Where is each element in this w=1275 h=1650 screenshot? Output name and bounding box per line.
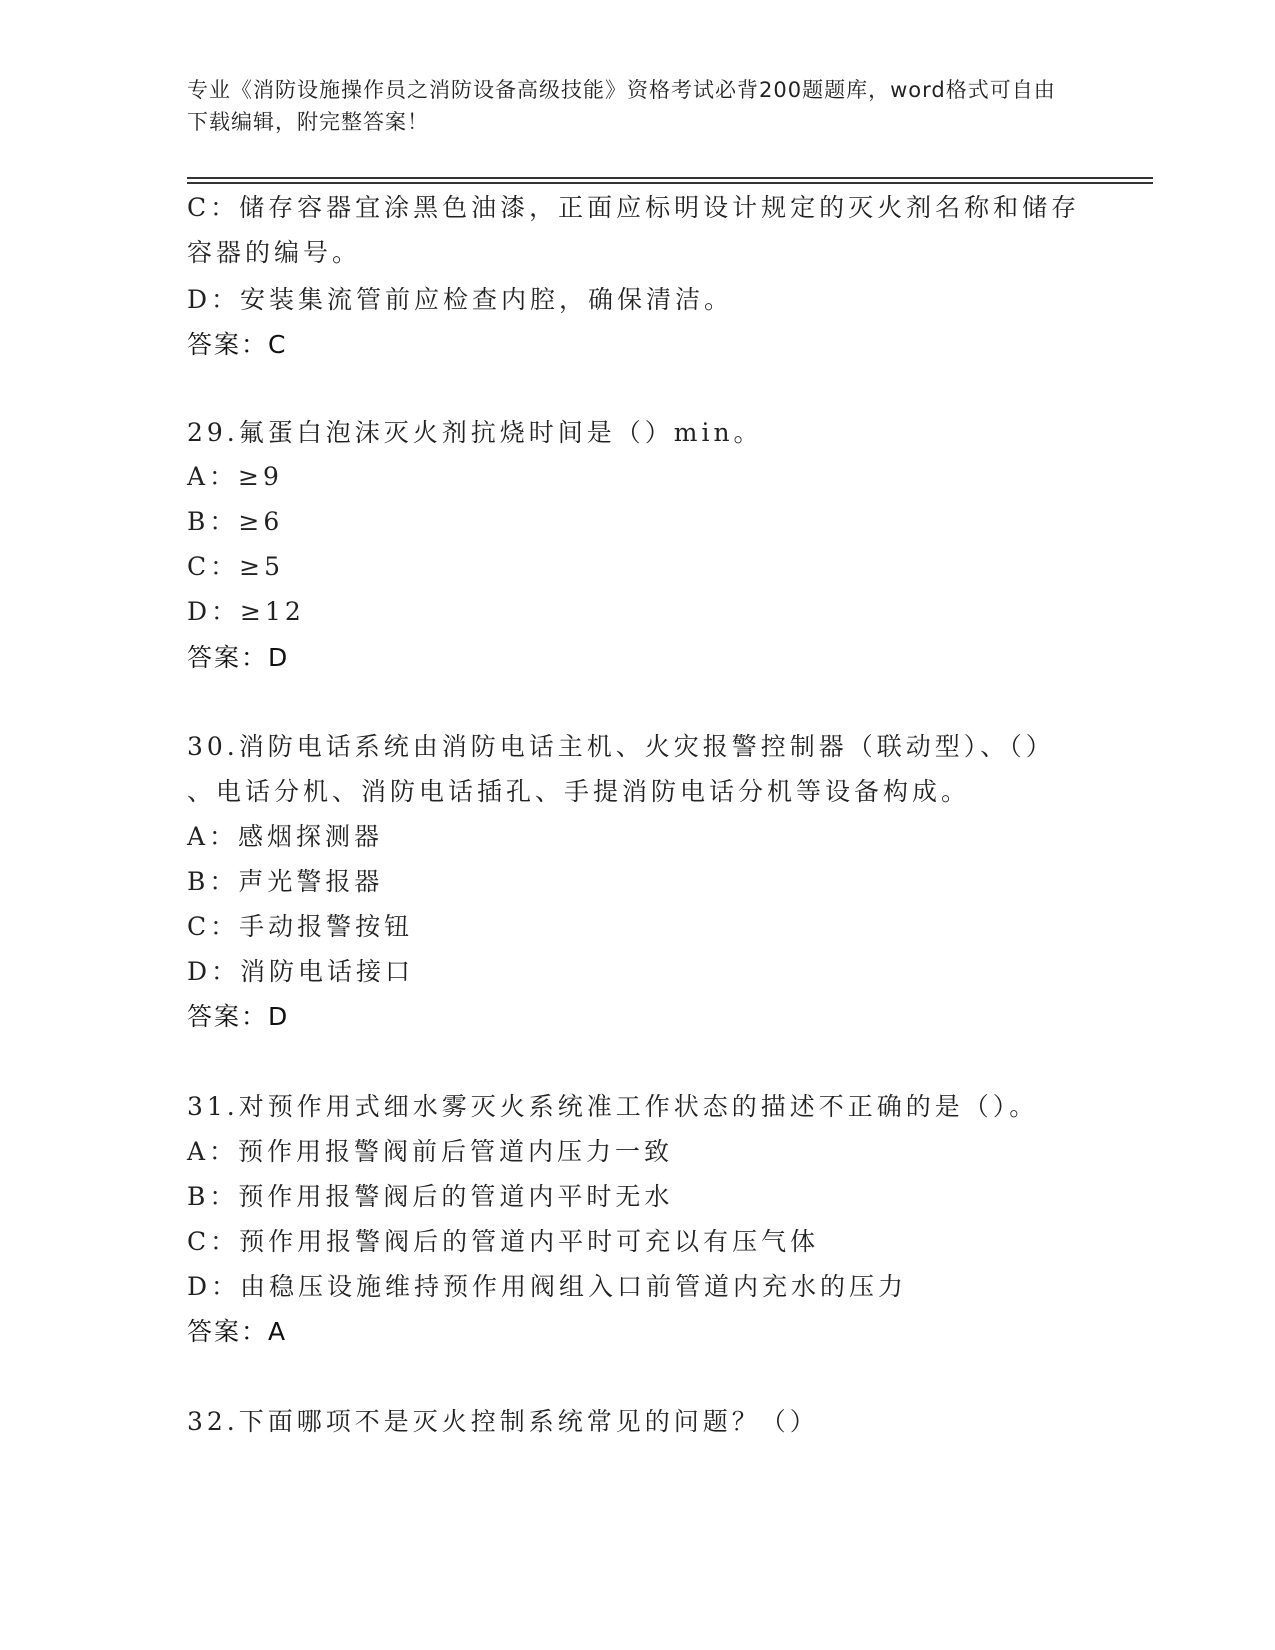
- option-c-line2: 容器的编号。: [187, 238, 362, 267]
- question-29-option-c: C：≥5: [187, 552, 284, 581]
- question-30-stem-line2: 、电话分机、消防电话插孔、手提消防电话分机等设备构成。: [187, 777, 971, 806]
- header-divider-top: [187, 177, 1153, 179]
- option-d: D：安装集流管前应检查内腔，确保清洁。: [187, 285, 734, 314]
- question-31-option-d: D：由稳压设施维持预作用阀组入口前管道内充水的压力: [187, 1272, 908, 1301]
- question-29-answer: 答案：D: [187, 643, 290, 672]
- question-31-stem: 31.对预作用式细水雾灭火系统准工作状态的描述不正确的是（）。: [187, 1092, 1039, 1121]
- question-30-stem-line1: 30.消防电话系统由消防电话主机、火灾报警控制器（联动型）、（）: [187, 732, 1055, 761]
- question-29-option-b: B：≥6: [187, 507, 284, 536]
- page-header: 专业《消防设施操作员之消防设备高级技能》资格考试必背200题题库，word格式可自由下载编辑，附完整答案！: [187, 78, 1056, 134]
- question-29-option-d: D：≥12: [187, 597, 305, 626]
- question-30-option-b: B：声光警报器: [187, 867, 384, 896]
- option-c-line1: C：储存容器宜涂黑色油漆，正面应标明设计规定的灭火剂名称和储存: [187, 193, 1081, 222]
- question-30-option-c: C：手动报警按钮: [187, 912, 414, 941]
- question-31-option-a: A：预作用报警阀前后管道内压力一致: [187, 1137, 674, 1166]
- question-31-option-c: C：预作用报警阀后的管道内平时可充以有压气体: [187, 1227, 820, 1256]
- question-31-option-b: B：预作用报警阀后的管道内平时无水: [187, 1182, 674, 1211]
- header-divider-bottom: [187, 182, 1153, 184]
- question-30-option-d: D：消防电话接口: [187, 957, 415, 986]
- question-30-answer: 答案：D: [187, 1002, 290, 1031]
- question-32-stem: 32.下面哪项不是灭火控制系统常见的问题？（）: [187, 1407, 819, 1436]
- question-31-answer: 答案：A: [187, 1317, 288, 1346]
- question-30-option-a: A：感烟探测器: [187, 822, 384, 851]
- question-29-stem: 29.氟蛋白泡沫灭火剂抗烧时间是（）min。: [187, 418, 763, 447]
- question-29-option-a: A：≥9: [187, 462, 283, 491]
- answer-line: 答案：C: [187, 330, 288, 359]
